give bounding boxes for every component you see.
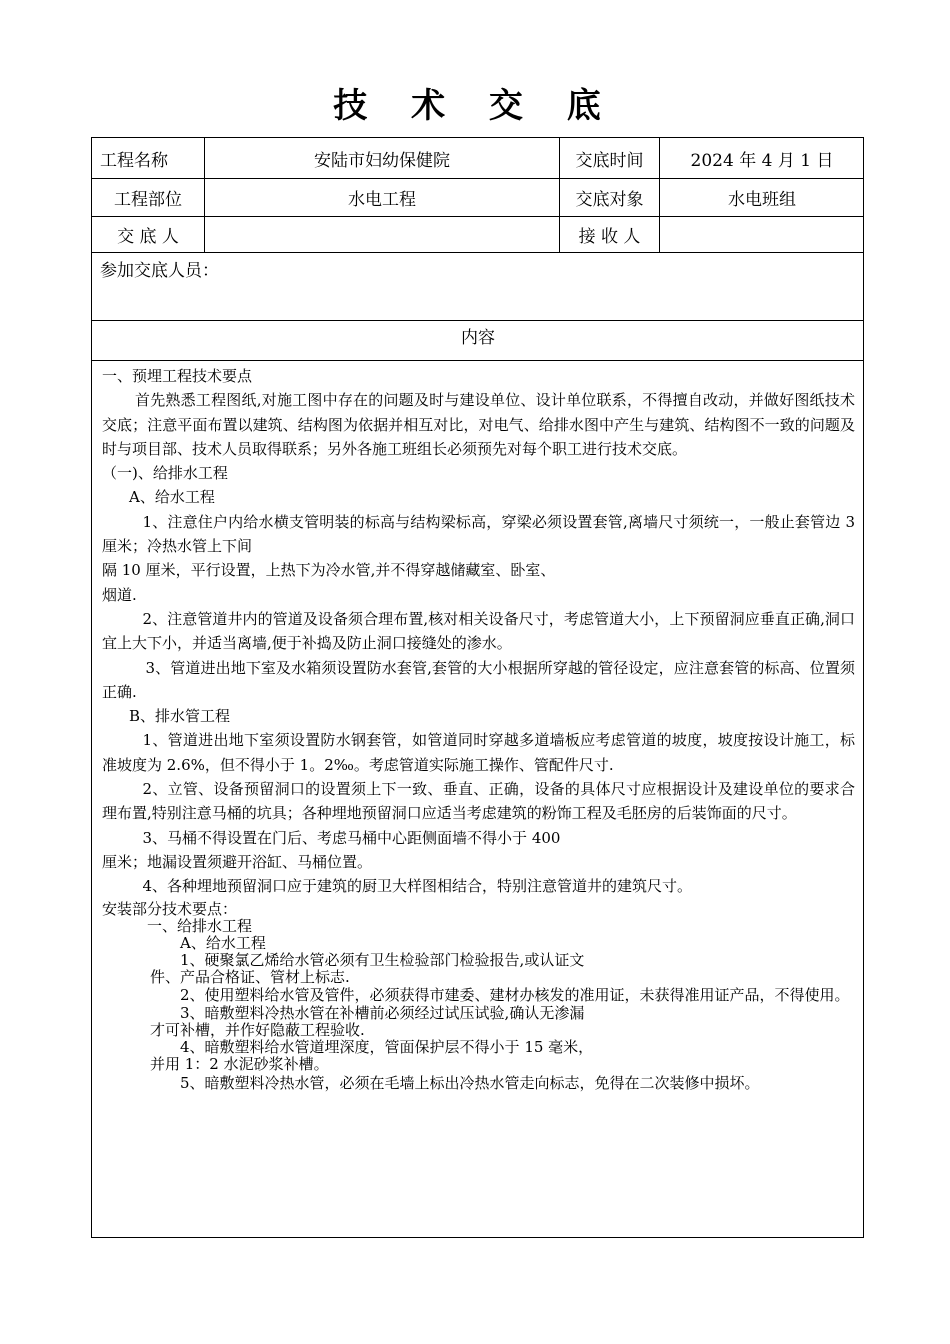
paragraph-line: 3、暗敷塑料冷热水管在补槽前必须经过试压试验,确认无渗漏: [180, 1003, 585, 1022]
section-heading: 安装部分技术要点：: [102, 899, 238, 918]
row-divider: [92, 252, 863, 253]
paragraph: 首先熟悉工程图纸,对施工图中存在的问题及时与建设单位、设计单位联系，不得擅自改动，并做好图纸技术交底；注意平面布置以建筑、结构图为依据并相互对比，对电气、给排水图中产生与建筑、结构图不一致的问题及时与项目部、技术人员取得联系；另外各施工班组长必须预先对每个职工进行技术交底。: [102, 391, 855, 458]
receiver-value: [660, 216, 864, 252]
subsection-heading: A、给水工程: [180, 933, 266, 952]
receiver-label: 接 收 人: [578, 226, 641, 247]
project-part-label: 工程部位: [114, 189, 182, 210]
row-divider: [92, 360, 863, 361]
section-heading: （一)、给排水工程: [102, 464, 228, 483]
paragraph-line: 厘米；地漏设置须避开浴缸、马桶位置。: [102, 852, 373, 871]
participants-label: 参加交底人员：: [100, 260, 219, 281]
paragraph: 4、各种埋地预留洞口应于建筑的厨卫大样图相结合，特别注意管道井的建筑尺寸。: [142, 877, 693, 896]
content-body: [102, 364, 855, 1092]
paragraph-line: 烟道.: [102, 585, 137, 604]
content-heading: 内容: [461, 327, 495, 348]
paragraph-line: 4、暗敷塑料给水管道埋深度，管面保护层不得小于 15 毫米，: [180, 1037, 594, 1056]
subsection-heading: B、排水管工程: [129, 707, 231, 726]
paragraph: 2、使用塑料给水管及管件，必须获得市建委、建材办核发的准用证，未获得准用证产品，不得使用。: [180, 985, 850, 1004]
handover-time-label: 交底时间: [575, 150, 644, 171]
paragraph: 3、管道进出地下室及水箱须设置防水套管,套管的大小根据所穿越的管径设定，应注意套管的标高、位置须正确.: [102, 658, 855, 701]
handover-person-label: 交 底 人: [117, 226, 179, 247]
paragraph-line: 隔 10 厘米，平行设置，上热下为冷水管,并不得穿越储藏室、卧室、: [102, 561, 556, 580]
section-heading: 一、预埋工程技术要点: [102, 367, 253, 385]
paragraph: 2、注意管道井内的管道及设备须合理布置,核对相关设备尺寸，考虑管道大小，上下预留洞应垂直正确,洞口宜上大下小，并适当离墙,便于补捣及防止洞口接缝处的渗水。: [102, 609, 855, 653]
project-name-value: 安陆市妇幼保健院: [314, 150, 450, 171]
project-name-label: 工程名称: [100, 150, 168, 171]
handover-person-value: [205, 216, 559, 252]
subsection-heading: A、给水工程: [129, 488, 215, 507]
paragraph-line: 5、暗敷塑料冷热水管，必须在毛墙上标出冷热水管走向标志，免得在二次装修中损坏。: [180, 1073, 760, 1092]
paragraph-line: 件、产品合格证、管材上标志.: [150, 967, 350, 986]
paragraph-line: 1、硬聚氯乙烯给水管必须有卫生检验部门检验报告,或认证文: [180, 950, 585, 969]
handover-target-label: 交底对象: [575, 189, 644, 210]
handover-form-table: [91, 137, 864, 1238]
paragraph-line: 才可补槽，并作好隐蔽工程验收.: [150, 1020, 365, 1039]
handover-target-value: 水电班组: [728, 189, 796, 210]
paragraph-line: 3、马桶不得设置在门后、考虑马桶中心距侧面墙不得小于 400: [142, 828, 561, 847]
section-heading: 一、给排水工程: [147, 916, 253, 935]
paragraph: 1、注意住户内给水横支管明装的标高与结构梁标高，穿梁必须设置套管,离墙尺寸须统一，一般止套管边 3 厘米；冷热水管上下间: [102, 512, 855, 556]
paragraph-line: 并用 1：2 水泥砂浆补槽。: [150, 1054, 329, 1073]
paragraph: 2、立管、设备预留洞口的设置须上下一致、垂直、正确，设备的具体尺寸应根据设计及建设单位的要求合理布置,特别注意马桶的坑具；各种埋地预留洞口应适当考虑建筑的粉饰工程及毛胚房的后装饰面的尺寸。: [102, 780, 855, 823]
paragraph: 1、管道进出地下室须设置防水钢套管，如管道同时穿越多道墙板应考虑管道的坡度，坡度按设计施工，标准坡度为 2.6%，但不得小于 1。2‰。考虑管道实际施工操作、管配件尺寸.: [102, 731, 855, 774]
handover-time-value: 2024 年 4 月 1 日: [690, 150, 834, 171]
project-part-value: 水电工程: [348, 189, 416, 210]
document-title: 技 术 交 底: [333, 86, 617, 126]
